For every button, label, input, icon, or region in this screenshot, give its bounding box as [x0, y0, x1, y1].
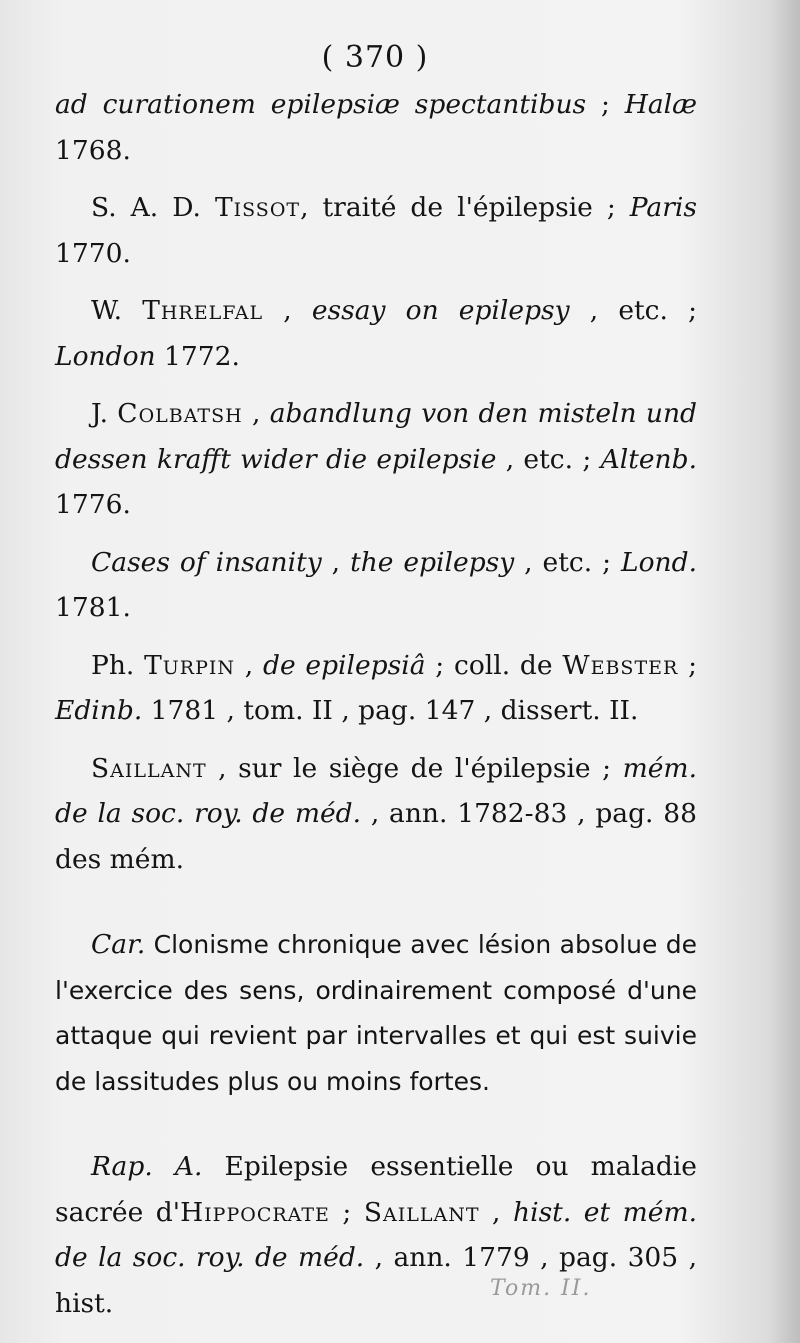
page-number: ( 370 ) — [321, 40, 429, 75]
entry-rapports: Rap. A. Epilepsie essentielle ou maladie sacrée d'Hippocrate ; Saillant , hist. et mém. de la soc. roy. de méd. , ann. 1779 , pag. 305 , hist. — [55, 1151, 698, 1319]
entry-characteristics: Car. Clonisme chronique avec lésion absolue de l'exercice des sens, ordinairement composé d'une attaque qui revient par intervalles et qui est suivie de lassitudes plus ou moins fortes. — [55, 929, 697, 1096]
entry-threlfal: W. Threlfal , essay on epilepsy , etc. ; London 1772. — [55, 295, 697, 372]
entry-saillant: Saillant , sur le siège de l'épilepsie ; mém. de la soc. roy. de méd. , ann. 1782-83 , pag. 88 des mém. — [55, 752, 697, 875]
entry-cases-of-insanity: Cases of insanity , the epilepsy , etc. ; Lond. 1781. — [55, 546, 697, 623]
entry-colbatsh: J. Colbatsh , abandlung von den misteln und dessen krafft wider die epilepsie , etc. ; Altenb. 1776. — [55, 398, 697, 520]
entry-tissot: S. A. D. Tissot, traité de l'épilepsie ; Paris 1770. — [55, 192, 697, 269]
entry-turpin: Ph. Turpin , de epilepsiâ ; coll. de Webster ; Edinb. 1781 , tom. II , pag. 147 , dissert. II. — [55, 649, 697, 726]
bleed-through-signature: Tom. II. — [490, 1276, 592, 1301]
page-body — [55, 82, 697, 1338]
entry-halae: ad curationem epilepsiæ spectantibus ; Halæ 1768. — [55, 89, 698, 166]
